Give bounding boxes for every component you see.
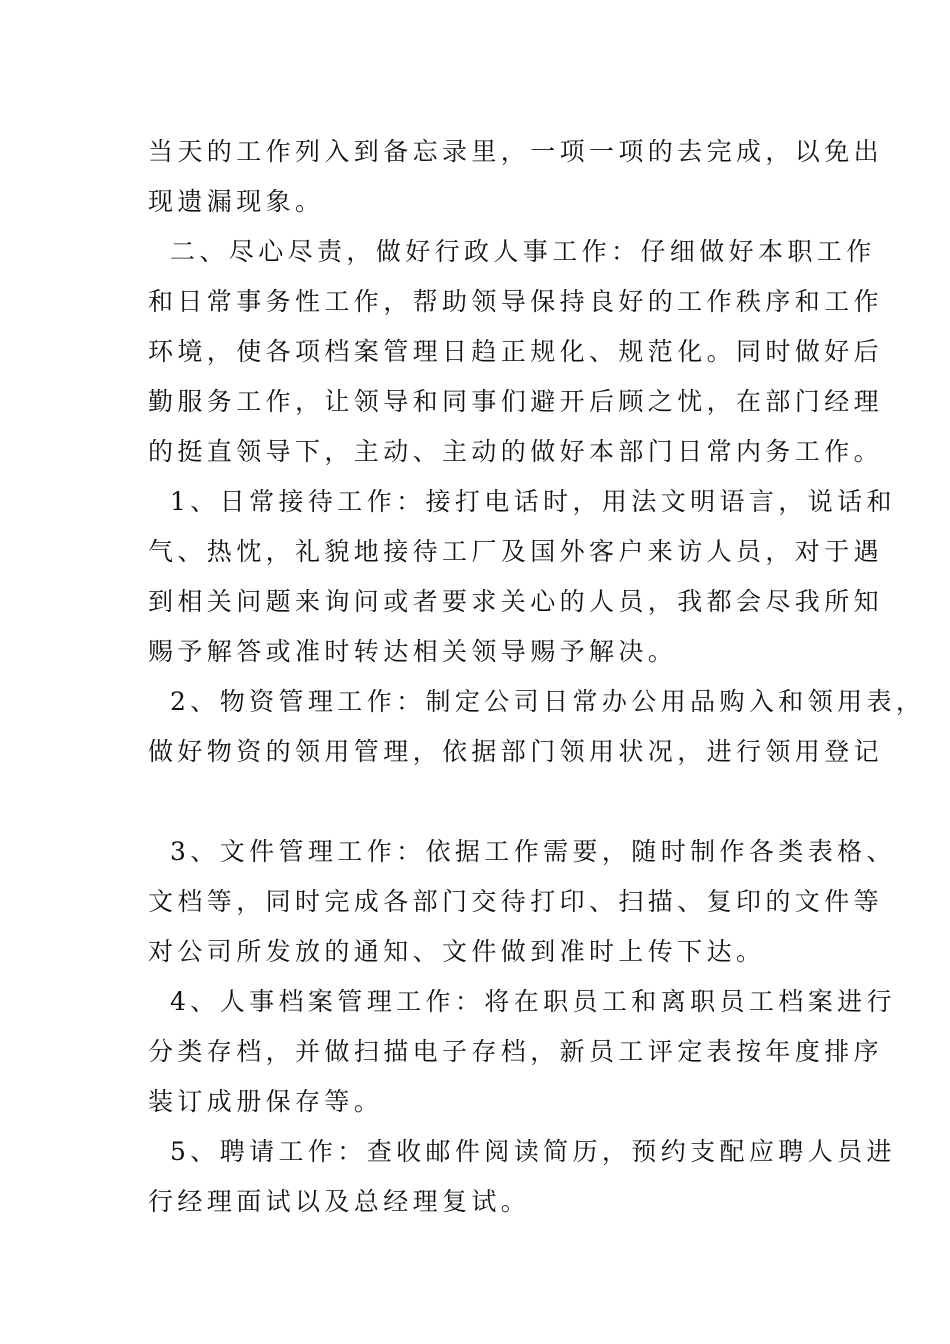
text-line: 赐予解答或准时转达相关领导赐予解决。 — [148, 637, 678, 666]
text-line: 行经理面试以及总经理复试。 — [148, 1187, 531, 1216]
text-line: 气、热忱，礼貌地接待工厂及国外客户来访人员，对于遇 — [148, 537, 884, 566]
text-line: 4、人事档案管理工作：将在职员工和离职员工档案进行 — [170, 987, 896, 1016]
text-line: 勤服务工作，让领导和同事们避开后顾之忧，在部门经理 — [148, 387, 884, 416]
text-line: 的挺直领导下，主动、主动的做好本部门日常内务工作。 — [148, 437, 884, 466]
text-line: 装订成册保存等。 — [148, 1087, 384, 1116]
text-line: 二、尽心尽责，做好行政人事工作：仔细做好本职工作 — [170, 237, 876, 266]
text-line: 到相关问题来询问或者要求关心的人员，我都会尽我所知 — [148, 587, 884, 616]
text-line: 做好物资的领用管理，依据部门领用状况，进行领用登记 — [148, 737, 884, 766]
text-line: 对公司所发放的通知、文件做到准时上传下达。 — [148, 937, 766, 966]
text-line: 分类存档，并做扫描电子存档，新员工评定表按年度排序 — [148, 1037, 884, 1066]
text-line: 1、日常接待工作：接打电话时，用法文明语言，说话和 — [170, 487, 896, 516]
text-line: 现遗漏现象。 — [148, 187, 325, 216]
text-line: 2、物资管理工作：制定公司日常办公用品购入和领用表， — [170, 687, 926, 716]
text-line: 文档等，同时完成各部门交待打印、扫描、复印的文件等 — [148, 887, 884, 916]
text-line: 当天的工作列入到备忘录里，一项一项的去完成，以免出 — [148, 137, 884, 166]
text-line: 3、文件管理工作：依据工作需要，随时制作各类表格、 — [170, 837, 896, 866]
text-line: 5、聘请工作：查收邮件阅读简历，预约支配应聘人员进 — [170, 1137, 896, 1166]
text-line: 环境，使各项档案管理日趋正规化、规范化。同时做好后 — [148, 337, 884, 366]
text-line: 和日常事务性工作，帮助领导保持良好的工作秩序和工作 — [148, 287, 884, 316]
